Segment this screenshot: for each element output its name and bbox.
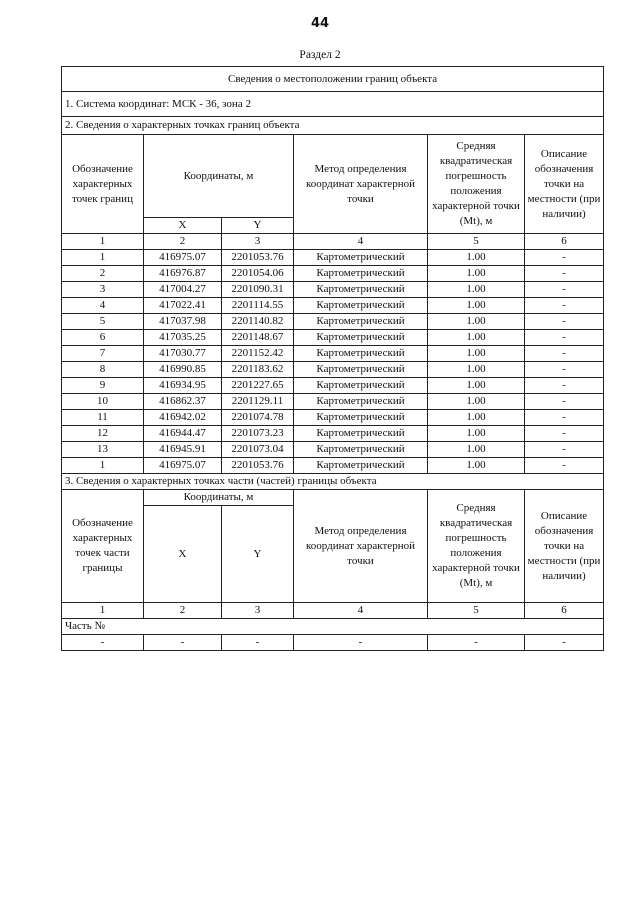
y-coordinate: 2201053.76 [222,458,294,474]
mt-error: 1.00 [428,394,525,410]
x-coordinate: 417037.98 [144,314,222,330]
table-row [62,346,604,362]
table-row [62,458,604,474]
x-coordinate: 416944.47 [144,426,222,442]
table-row [62,282,604,298]
s2-col-method: Метод определения координат характерной точки [294,135,428,234]
y-coordinate: 2201073.04 [222,442,294,458]
method: Картометрический [294,346,428,362]
method: Картометрический [294,426,428,442]
s3-col-coords: Координаты, м [144,490,294,506]
section-title: Раздел 2 [299,49,341,61]
y-coordinate: 2201074.78 [222,410,294,426]
y-coordinate: 2201227.65 [222,378,294,394]
description: - [525,410,604,426]
description: - [525,314,604,330]
method: Картометрический [294,378,428,394]
point-number: 4 [62,298,144,314]
table-title: Сведения о местоположении границ объекта [62,67,604,92]
table-row [62,426,604,442]
y-coordinate: 2201073.23 [222,426,294,442]
point-number: 1 [62,250,144,266]
mt-error: 1.00 [428,458,525,474]
description: - [525,282,604,298]
mt-error: 1.00 [428,250,525,266]
method: Картометрический [294,250,428,266]
x-coordinate: 417004.27 [144,282,222,298]
mt-error: 1.00 [428,266,525,282]
col-number: 3 [222,603,294,619]
x-coordinate: 416975.07 [144,458,222,474]
s3-col-y: Y [222,506,294,603]
method: Картометрический [294,330,428,346]
method: Картометрический [294,362,428,378]
x-coordinate: 417035.25 [144,330,222,346]
empty-cell: - [222,635,294,651]
description: - [525,378,604,394]
s3-column-numbers [62,603,604,619]
mt-error: 1.00 [428,330,525,346]
s3-col-method: Метод определения координат характерной точки [294,490,428,603]
point-number: 1 [62,458,144,474]
mt-error: 1.00 [428,410,525,426]
s2-column-numbers [62,234,604,250]
col-number: 5 [428,603,525,619]
empty-cell: - [144,635,222,651]
method: Картометрический [294,314,428,330]
col-number: 6 [525,603,604,619]
method: Картометрический [294,266,428,282]
table-row [62,250,604,266]
empty-cell: - [294,635,428,651]
mt-error: 1.00 [428,362,525,378]
s2-col-error: Средняя квадратическая погрешность положения характерной точки (Mt), м [428,135,525,234]
x-coordinate: 416975.07 [144,250,222,266]
empty-cell: - [428,635,525,651]
section3-heading: 3. Сведения о характерных точках части (частей) границы объекта [62,474,604,490]
table-row [62,330,604,346]
table-row [62,410,604,426]
empty-cell: - [525,635,604,651]
description: - [525,298,604,314]
y-coordinate: 2201054.06 [222,266,294,282]
col-number: 5 [428,234,525,250]
point-number: 9 [62,378,144,394]
mt-error: 1.00 [428,282,525,298]
description: - [525,458,604,474]
section2-heading: 2. Сведения о характерных точках границ объекта [62,117,604,135]
point-number: 13 [62,442,144,458]
y-coordinate: 2201053.76 [222,250,294,266]
page-number: 44 [310,16,330,31]
y-coordinate: 2201114.55 [222,298,294,314]
s2-col-designation: Обозначение характерных точек границ [62,135,144,234]
s2-col-x: X [144,218,222,234]
point-number: 7 [62,346,144,362]
s3-col-x: X [144,506,222,603]
x-coordinate: 416976.87 [144,266,222,282]
description: - [525,362,604,378]
method: Картометрический [294,458,428,474]
description: - [525,330,604,346]
point-number: 10 [62,394,144,410]
s2-col-description: Описание обозначения точки на местности (при наличии) [525,135,604,234]
mt-error: 1.00 [428,298,525,314]
y-coordinate: 2201183.62 [222,362,294,378]
x-coordinate: 416990.85 [144,362,222,378]
x-coordinate: 416942.02 [144,410,222,426]
y-coordinate: 2201129.11 [222,394,294,410]
y-coordinate: 2201152.42 [222,346,294,362]
boundary-table [61,66,604,651]
mt-error: 1.00 [428,442,525,458]
point-number: 5 [62,314,144,330]
point-number: 6 [62,330,144,346]
point-number: 12 [62,426,144,442]
table-row [62,314,604,330]
mt-error: 1.00 [428,346,525,362]
description: - [525,250,604,266]
s3-col-error: Средняя квадратическая погрешность положения характерной точки (Mt), м [428,490,525,603]
empty-cell: - [62,635,144,651]
method: Картометрический [294,282,428,298]
mt-error: 1.00 [428,426,525,442]
col-number: 1 [62,603,144,619]
col-number: 6 [525,234,604,250]
col-number: 2 [144,603,222,619]
point-number: 3 [62,282,144,298]
description: - [525,394,604,410]
point-number: 11 [62,410,144,426]
col-number: 3 [222,234,294,250]
table-row [62,266,604,282]
s3-empty-row [62,635,604,651]
table-row [62,378,604,394]
description: - [525,346,604,362]
method: Картометрический [294,410,428,426]
s2-col-y: Y [222,218,294,234]
y-coordinate: 2201090.31 [222,282,294,298]
coordinate-system: 1. Система координат: МСК - 36, зона 2 [62,92,604,117]
description: - [525,426,604,442]
s3-col-designation: Обозначение характерных точек части границы [62,490,144,603]
s3-col-description: Описание обозначения точки на местности (при наличии) [525,490,604,603]
s2-col-coords: Координаты, м [144,135,294,218]
x-coordinate: 416945.91 [144,442,222,458]
mt-error: 1.00 [428,314,525,330]
method: Картометрический [294,442,428,458]
col-number: 1 [62,234,144,250]
description: - [525,442,604,458]
y-coordinate: 2201140.82 [222,314,294,330]
table-row [62,442,604,458]
part-label: Часть № [62,619,604,635]
point-number: 8 [62,362,144,378]
point-number: 2 [62,266,144,282]
method: Картометрический [294,298,428,314]
y-coordinate: 2201148.67 [222,330,294,346]
table-row [62,298,604,314]
x-coordinate: 417022.41 [144,298,222,314]
x-coordinate: 416934.95 [144,378,222,394]
x-coordinate: 417030.77 [144,346,222,362]
col-number: 2 [144,234,222,250]
x-coordinate: 416862.37 [144,394,222,410]
table-row [62,362,604,378]
mt-error: 1.00 [428,378,525,394]
method: Картометрический [294,394,428,410]
col-number: 4 [294,603,428,619]
description: - [525,266,604,282]
col-number: 4 [294,234,428,250]
table-row [62,394,604,410]
